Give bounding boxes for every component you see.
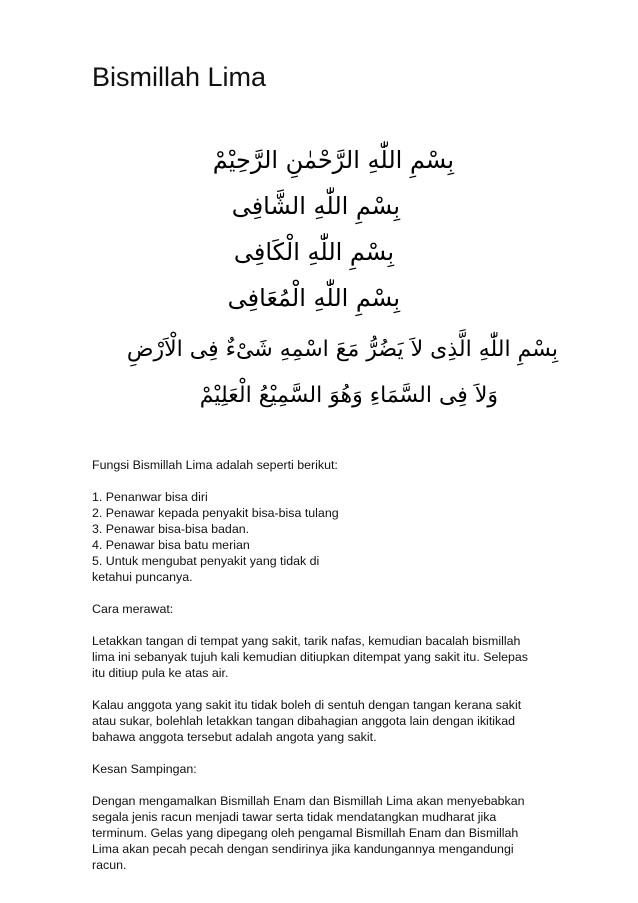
- cara-paragraph-2: Kalau anggota yang sakit itu tidak boleh di sentuh dengan tangan kerana sakit atau sukar, bolehlah letakkan tangan dibahagian anggota lain dengan ikitikad bahawa anggota tersebut adalah angota yang sakit.: [92, 698, 522, 744]
- body-text: [92, 457, 542, 873]
- page-title: Bismillah Lima: [92, 62, 267, 92]
- list-item: 4. Penawar bisa batu merian: [92, 538, 250, 552]
- functions-list: [92, 489, 542, 585]
- arabic-line-4: بِسْمِ اللّٰهِ الْمُعَافِى: [227, 284, 400, 312]
- list-item-continuation: ketahui puncanya.: [92, 570, 193, 584]
- arabic-line-2: بِسْمِ اللّٰهِ الشَّافِى: [231, 192, 400, 220]
- arabic-line-5: بِسْمِ اللّٰهِ الَّذِى لاَ يَضُرُّ مَعَ اسْمِهِ شَىْءٌ فِى الْاَرْضِ: [126, 337, 558, 362]
- list-item: 3. Penawar bisa-bisa badan.: [92, 522, 250, 536]
- list-item: 2. Penawar kepada penyakit bisa-bisa tulang: [92, 506, 339, 520]
- arabic-line-3: بِسْمِ اللّٰهِ الْكَافِى: [233, 238, 394, 266]
- arabic-line-6: وَلاَ فِى السَّمَاءِ وَهُوَ السَّمِيْعُ الْعَلِيْمْ: [199, 383, 498, 408]
- cara-paragraph-1: Letakkan tangan di tempat yang sakit, tarik nafas, kemudian bacalah bismillah lima ini sebanyak tujuh kali kemudian ditiupkan ditempat yang sakit itu. Selepas itu ditiup pula ke atas air.: [92, 634, 528, 680]
- arabic-verse-block: [80, 140, 558, 430]
- functions-intro: Fungsi Bismillah Lima adalah seperti berikut:: [92, 458, 338, 472]
- kesan-paragraph: Dengan mengamalkan Bismillah Enam dan Bismillah Lima akan menyebabkan segala jenis racun menjadi tawar serta tidak mendatangkan mudharat jika terminum. Gelas yang dipegang oleh pengamal Bismillah Enam dan Bismillah Lima akan pecah pecah dengan sendirinya jika kandungannya mengandungi racun.: [92, 794, 525, 872]
- arabic-line-1: بِسْمِ اللّٰهِ الرَّحْمٰنِ الرَّحِيْمْ: [212, 146, 454, 174]
- kesan-heading: Kesan Sampingan:: [92, 762, 197, 776]
- cara-heading: Cara merawat:: [92, 602, 174, 616]
- list-item: 1. Penanwar bisa diri: [92, 490, 208, 504]
- list-item: 5. Untuk mengubat penyakit yang tidak di: [92, 554, 320, 568]
